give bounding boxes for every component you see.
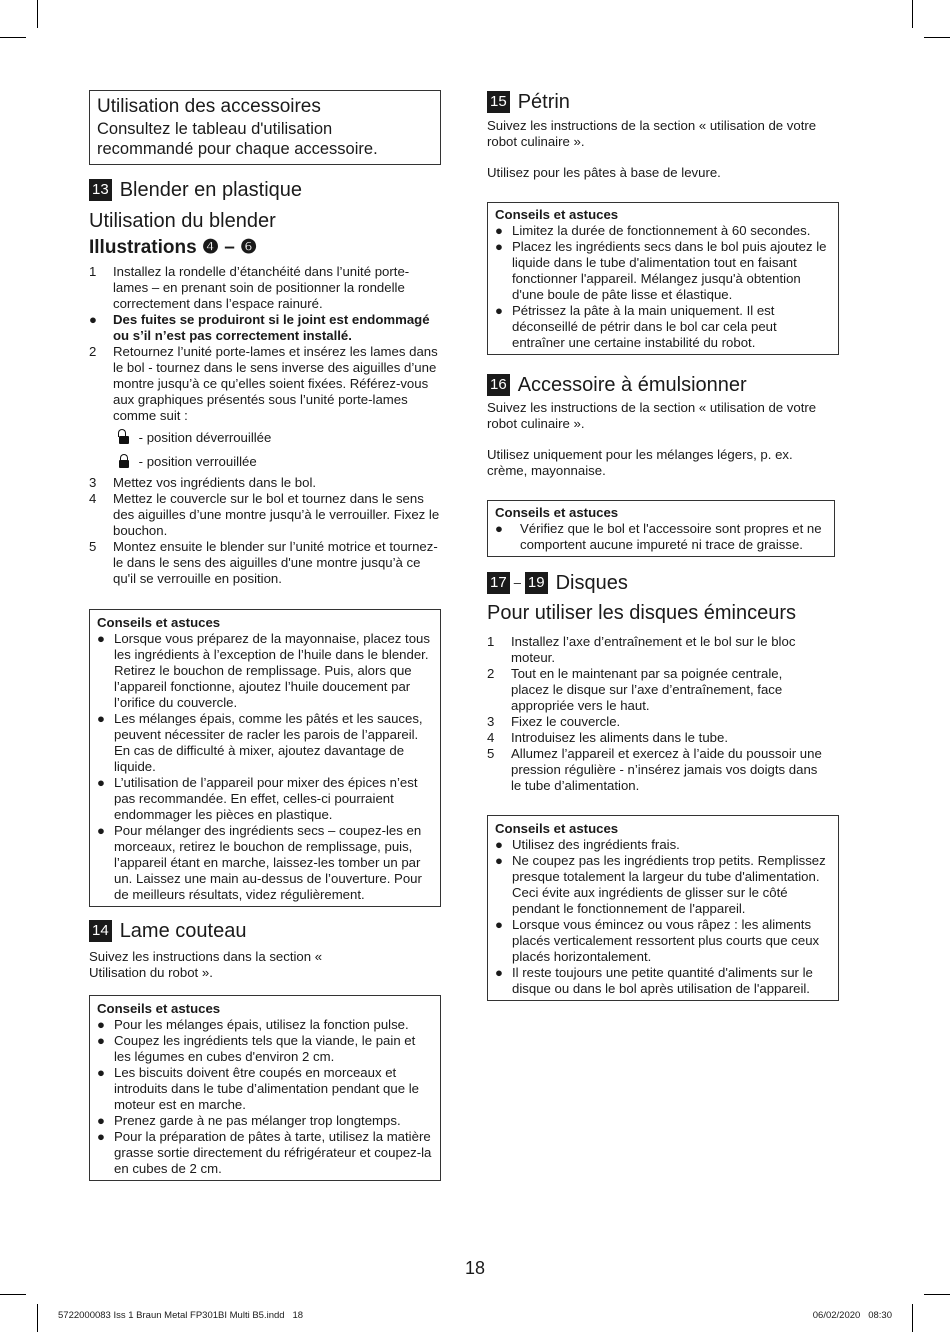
- tips-box-17: [487, 815, 839, 1001]
- list-item: ● Pour mélanger des ingrédients secs – coupez-les en morceaux, retirez le bouchon de remplissage, puis, l’appareil étant en marche, laissez-les tomber un par un. Laissez une main au-dessus de l’ouverture. Pour de meilleurs résultats, videz régulièrement.: [97, 823, 422, 902]
- usage-text: Consultez le tableau d'utilisation recommandé pour chaque accessoire.: [97, 120, 378, 158]
- blender-steps-continued: [89, 475, 441, 587]
- tips-title: Conseils et astuces: [97, 1001, 221, 1016]
- warning-item: ● Des fuites se produiront si le joint est endommagé ou s’il n’est pas correctement installé.: [89, 312, 430, 343]
- list-item: ● Il reste toujours une petite quantité d'aliments sur le disque ou dans le bol après utilisation de l'appareil.: [495, 965, 813, 996]
- list-item: ● Ne coupez pas les ingrédients trop petits. Remplissez presque totalement la largeur du tube d'alimentation. Ceci évite aux ingrédients de glisser sur le côté pendant le fonctionnement de l'appareil.: [495, 853, 826, 916]
- crop-mark: [37, 1304, 38, 1332]
- section-number: 19: [525, 572, 548, 594]
- section-15-text: Suivez les instructions de la section « utilisation de votre robot culinaire ».: [487, 118, 817, 149]
- footer-file-info: 5722000083 Iss 1 Braun Metal FP301BI Multi B5.indd 18: [58, 1310, 304, 1321]
- right-column: [487, 90, 839, 1001]
- section-number: 17: [487, 572, 510, 594]
- tips-box-16: [487, 500, 835, 557]
- section-title-text: Blender en plastique: [119, 179, 303, 201]
- crop-mark: [924, 37, 950, 38]
- crop-mark: [912, 1304, 913, 1332]
- list-item: ● Limitez la durée de fonctionnement à 60 secondes.: [495, 223, 811, 238]
- list-item: ● Les biscuits doivent être coupés en morceaux et introduits dans le tube d’alimentation pendant que le moteur est en marche.: [97, 1065, 419, 1112]
- list-item: ● Pour la préparation de pâtes à tarte, utilisez la matière grasse sortie directement du réfrigérateur et coupez-la en cubes de 2 cm.: [97, 1129, 432, 1176]
- list-item: ● Les mélanges épais, comme les pâtés et les sauces, peuvent nécessiter de racler les parois de l’appareil. En cas de difficulté à mixer, ajoutez davantage de liquide.: [97, 711, 423, 774]
- range-dash: –: [513, 575, 521, 590]
- section-17-subtitle: Pour utiliser les disques éminceurs: [487, 602, 797, 624]
- tips-list: [97, 1017, 434, 1177]
- section-17-19-title: [487, 571, 839, 595]
- list-item: ● Placez les ingrédients secs dans le bol puis ajoutez le liquide dans le tube d'alimentation tout en faisant fonctionner l'appareil. Mélangez jusqu'à obtention d'une boule de pâte lisse et élastique.: [495, 239, 827, 302]
- list-item: 2 Tout en le maintenant par sa poignée centrale, placez le disque sur l’axe d’entraînement, face appropriée vers le haut.: [487, 666, 783, 713]
- tips-box-14: [89, 995, 441, 1181]
- locked-padlock-icon: [119, 460, 129, 468]
- unlocked-padlock-icon: [119, 436, 129, 444]
- crop-mark: [0, 37, 26, 38]
- tips-box-15: [487, 202, 839, 355]
- list-item: ● Lorsque vous préparez de la mayonnaise, placez tous les ingrédients à l’exception de l’huile dans le blender. Retirez le bouchon de remplissage. Puis, alors que l’appareil fonctionne, ajoutez l’huile doucement par l’orifice du couvercle.: [97, 631, 430, 710]
- crop-mark: [37, 0, 38, 28]
- footer-date: 06/02/2020 08:30: [812, 1310, 892, 1321]
- usage-title: Utilisation des accessoires: [97, 96, 321, 117]
- section-14-text: Suivez les instructions dans la section « Utilisation du robot ».: [89, 949, 323, 980]
- list-item: 5 Montez ensuite le blender sur l’unité motrice et tournez-le dans le sens des aiguilles d'une montre jusqu’à ce qu'il se verrouille en position.: [89, 539, 438, 586]
- list-item: 1 Installez la rondelle d’étanchéité dans l’unité porte-lames – en prenant soin de positionner la rondelle correctement dans l’espace rainuré.: [89, 264, 410, 311]
- list-item: ● Pétrissez la pâte à la main uniquement. Il est déconseillé de pétrir dans le bol car cela peut entraîner une certaine instabilité du robot.: [495, 303, 777, 350]
- crop-mark: [912, 0, 913, 28]
- list-item: 4 Introduisez les aliments dans le tube.: [487, 730, 728, 745]
- list-item: 4 Mettez le couvercle sur le bol et tournez dans le sens des aiguilles d’une montre jusqu’à le verrouiller. Fixez le bouchon.: [89, 491, 440, 538]
- page-number: 18: [464, 1258, 486, 1278]
- list-item: ● Coupez les ingrédients tels que la viande, le pain et les légumes en cubes d'environ 2 cm.: [97, 1033, 416, 1064]
- crop-mark: [0, 1294, 26, 1295]
- list-item: 3 Mettez vos ingrédients dans le bol.: [89, 475, 317, 490]
- crop-mark: [924, 1294, 950, 1295]
- left-column: [89, 90, 441, 1181]
- list-item: 2 Retournez l’unité porte-lames et insérez les lames dans le bol - tournez dans le sens inverse des aiguilles d’une montre jusqu’à ce qu’elles soient fixées. Référez-vous aux graphiques présentés sous l’unité porte-lames comme suit :: [89, 344, 438, 423]
- section-15-text: Utilisez pour les pâtes à base de levure.: [487, 165, 721, 180]
- section-16-title: [487, 373, 839, 397]
- section-number: 14: [89, 920, 112, 942]
- list-item: 1 Installez l’axe d’entraînement et le bol sur le bloc moteur.: [487, 634, 796, 665]
- list-item: 5 Allumez l’appareil et exercez à l’aide du poussoir une pression régulière - n’insérez jamais vos doigts dans le tube d’alimentation.: [487, 746, 822, 793]
- section-title-text: Accessoire à émulsionner: [517, 374, 747, 396]
- tips-title: Conseils et astuces: [495, 505, 619, 520]
- tips-title: Conseils et astuces: [495, 207, 619, 222]
- section-14-title: [89, 919, 441, 943]
- usage-box: [89, 90, 441, 165]
- tips-list: [495, 837, 832, 997]
- list-item: ● Prenez garde à ne pas mélanger trop longtemps.: [97, 1113, 401, 1128]
- tips-list: [495, 521, 828, 553]
- disc-steps: [487, 634, 822, 794]
- list-item: ● Lorsque vous émincez ou vous râpez : les aliments placés verticalement ressortent plus courts que ceux placés horizontalement.: [495, 917, 820, 964]
- list-item: ● L’utilisation de l’appareil pour mixer des épices n’est pas recommandée. En effet, celles-ci pourraient endommager les pièces en plastique.: [97, 775, 418, 822]
- illustrations-heading: Illustrations ❹ – ❻: [89, 237, 258, 258]
- section-13-subtitle: Utilisation du blender: [89, 210, 276, 232]
- tips-title: Conseils et astuces: [495, 821, 619, 836]
- section-16-text: Utilisez uniquement pour les mélanges légers, p. ex. crème, mayonnaise.: [487, 447, 793, 478]
- tips-list: [97, 631, 434, 903]
- tips-box-13: [89, 609, 441, 907]
- section-title-text: Pétrin: [517, 91, 570, 113]
- tips-title: Conseils et astuces: [97, 615, 221, 630]
- list-item: ● Pour les mélanges épais, utilisez la fonction pulse.: [97, 1017, 409, 1032]
- tips-list: [495, 223, 832, 351]
- section-number: 16: [487, 374, 510, 396]
- lock-position: - position verrouillée: [89, 454, 441, 470]
- unlock-position: - position déverrouillée: [89, 430, 441, 446]
- section-16-text: Suivez les instructions de la section « utilisation de votre robot culinaire ».: [487, 400, 817, 431]
- list-item: 3 Fixez le couvercle.: [487, 714, 621, 729]
- section-title-text: Disques: [555, 572, 628, 594]
- list-item: ● Utilisez des ingrédients frais.: [495, 837, 680, 852]
- blender-steps: [89, 264, 441, 424]
- section-15-title: [487, 90, 839, 114]
- section-13-title: [89, 178, 441, 202]
- list-item: ● Vérifiez que le bol et l'accessoire sont propres et ne comportent aucune impureté ni trace de graisse.: [495, 521, 822, 552]
- section-title-text: Lame couteau: [119, 920, 247, 942]
- section-number: 15: [487, 91, 510, 113]
- section-number: 13: [89, 179, 112, 201]
